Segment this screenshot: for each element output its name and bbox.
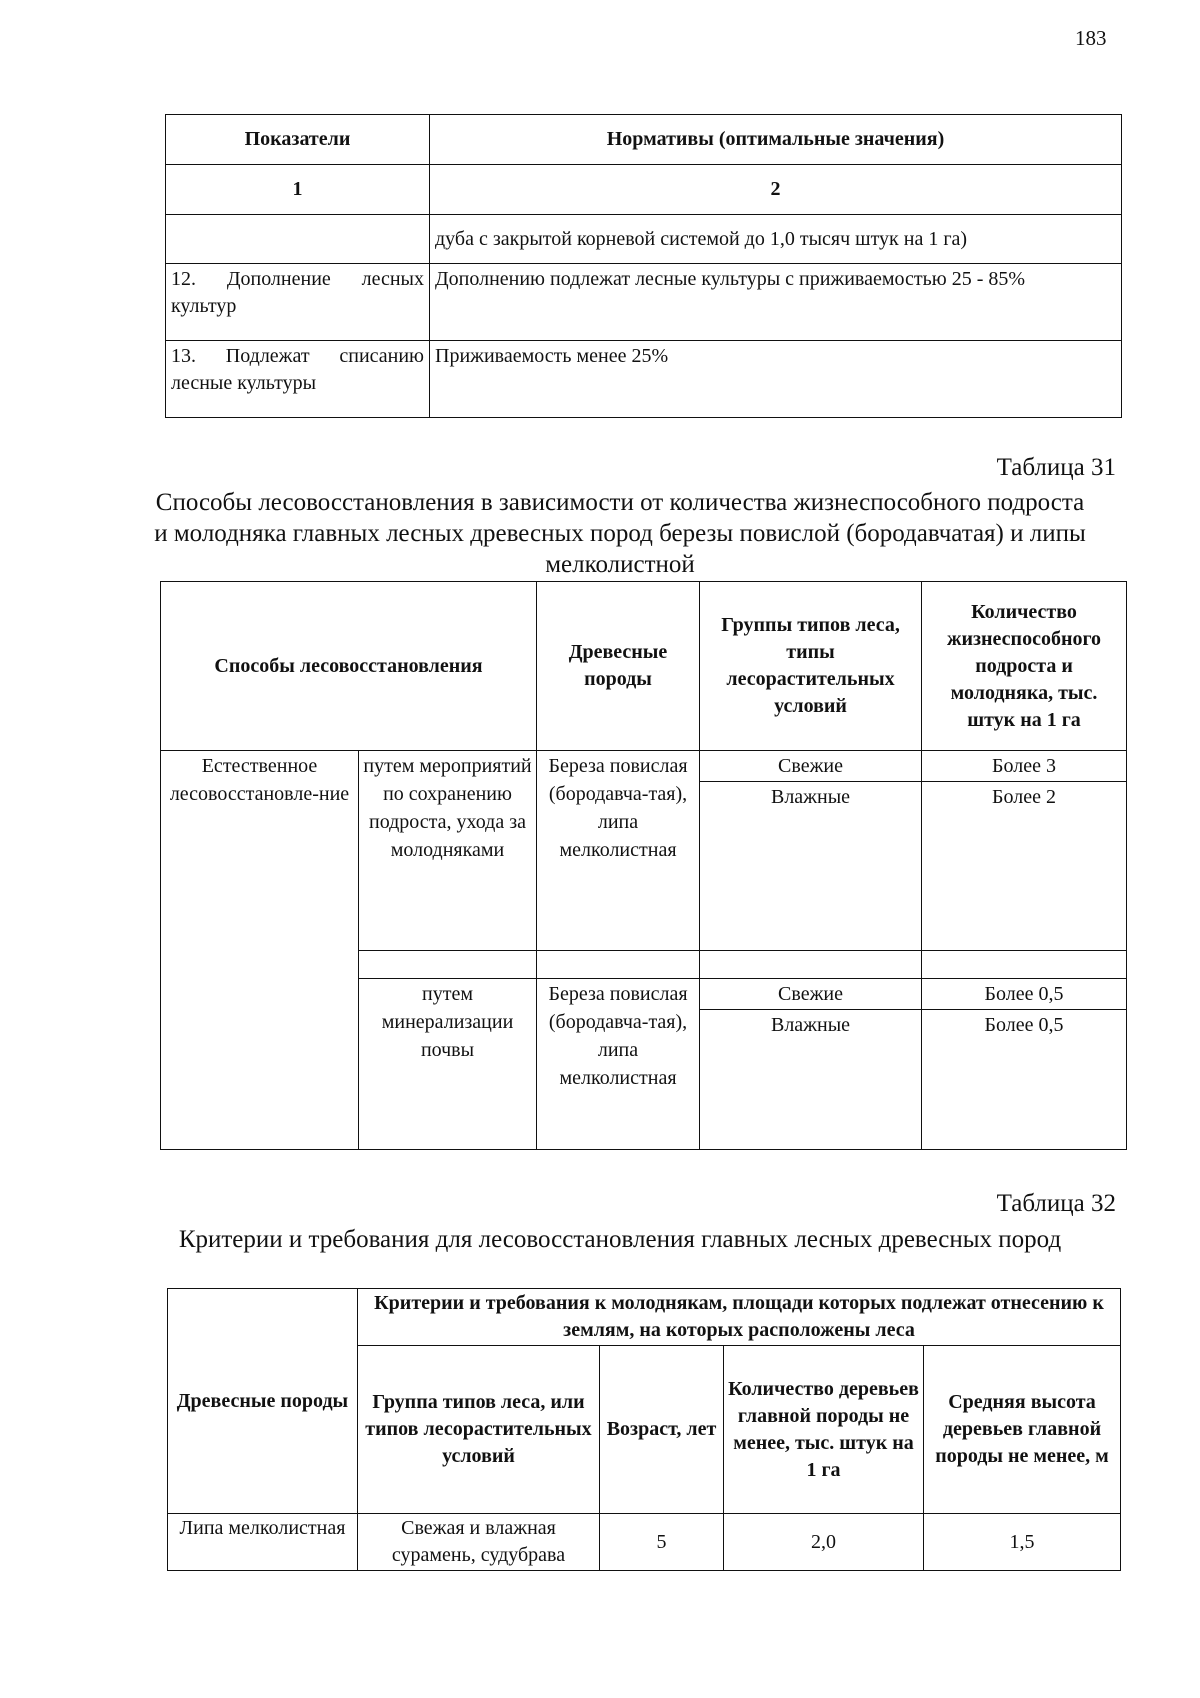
table32-header-height: Средняя высота деревьев главной породы не менее, м bbox=[924, 1346, 1121, 1514]
page-number: 183 bbox=[1075, 26, 1107, 50]
norms-table bbox=[165, 114, 1122, 418]
table-row bbox=[166, 215, 1122, 264]
norms-header-norms: Нормативы (оптимальные значения) bbox=[430, 115, 1122, 165]
table31-header-methods: Способы лесовосстановления bbox=[161, 582, 537, 751]
table31-method-sub: путем минерализации почвы bbox=[359, 979, 537, 1150]
table32-age: 5 bbox=[600, 1514, 724, 1571]
table31-quantity: Более 0,5 bbox=[922, 1010, 1127, 1150]
table31-empty-cell bbox=[359, 951, 537, 979]
table32-header-forest-group: Группа типов леса, или типов лесорастительных условий bbox=[358, 1346, 600, 1514]
table-row bbox=[168, 1514, 1121, 1571]
norms-header-indicators: Показатели bbox=[166, 115, 430, 165]
table32-count: 2,0 bbox=[724, 1514, 924, 1571]
table31-header-quantity: Количество жизнеспособного подроста и молодняка, тыс. штук на 1 га bbox=[922, 582, 1127, 751]
table31-species: Береза повислая (бородавча-тая), липа мелколистная bbox=[537, 979, 700, 1150]
table31-empty-cell bbox=[537, 951, 700, 979]
table-row bbox=[166, 264, 1122, 341]
table31-method-sub: путем мероприятий по сохранению подроста, ухода за молодняками bbox=[359, 751, 537, 951]
table32-number: Таблица 32 bbox=[996, 1190, 1116, 1217]
norms-value: Дополнению подлежат лесные культуры с приживаемостью 25 - 85% bbox=[430, 264, 1122, 341]
table31-header-forest-groups: Группы типов леса, типы лесорастительных условий bbox=[700, 582, 922, 751]
table31-condition: Влажные bbox=[700, 782, 922, 951]
table32-title: Критерии и требования для лесовосстановления главных лесных древесных пород bbox=[178, 1226, 1062, 1253]
norms-indicator: 13. Подлежат списанию лесные культуры bbox=[166, 341, 430, 418]
table32-height: 1,5 bbox=[924, 1514, 1121, 1571]
table31 bbox=[160, 581, 1127, 1150]
table32 bbox=[167, 1288, 1121, 1571]
table31-number: Таблица 31 bbox=[996, 454, 1116, 481]
table32-header-species: Древесные породы bbox=[168, 1289, 358, 1514]
table31-header-species: Древесные породы bbox=[537, 582, 700, 751]
table31-condition: Влажные bbox=[700, 1010, 922, 1150]
table31-empty-cell bbox=[922, 951, 1127, 979]
table32-species: Липа мелколистная bbox=[168, 1514, 358, 1571]
table32-header-criteria: Критерии и требования к молоднякам, площади которых подлежат отнесению к землям, на которых расположены леса bbox=[358, 1289, 1121, 1346]
table31-quantity: Более 2 bbox=[922, 782, 1127, 951]
table32-forest-group: Свежая и влажная сурамень, судубрава bbox=[358, 1514, 600, 1571]
norms-indicator bbox=[166, 215, 430, 264]
table31-quantity: Более 0,5 bbox=[922, 979, 1127, 1010]
norms-value: дуба с закрытой корневой системой до 1,0 тысяч штук на 1 га) bbox=[430, 215, 1122, 264]
norms-value: Приживаемость менее 25% bbox=[430, 341, 1122, 418]
norms-col-number-1: 1 bbox=[166, 165, 430, 215]
norms-col-number-2: 2 bbox=[430, 165, 1122, 215]
table31-condition: Свежие bbox=[700, 979, 922, 1010]
norms-indicator: 12. Дополнение лесных культур bbox=[166, 264, 430, 341]
table31-empty-cell bbox=[700, 951, 922, 979]
table31-title: Способы лесовосстановления в зависимости от количества жизнеспособного подроста и молодняка главных лесных древесных пород березы повислой (бородавчатая) и липы мелколистной bbox=[154, 489, 1086, 578]
table32-header-count: Количество деревьев главной породы не менее, тыс. штук на 1 га bbox=[724, 1346, 924, 1514]
table31-quantity: Более 3 bbox=[922, 751, 1127, 782]
table-row bbox=[166, 341, 1122, 418]
table31-method-main: Естественное лесовосстановле-ние bbox=[161, 751, 359, 1150]
table32-header-age: Возраст, лет bbox=[600, 1346, 724, 1514]
table31-species: Береза повислая (бородавча-тая), липа мелколистная bbox=[537, 751, 700, 951]
table31-condition: Свежие bbox=[700, 751, 922, 782]
